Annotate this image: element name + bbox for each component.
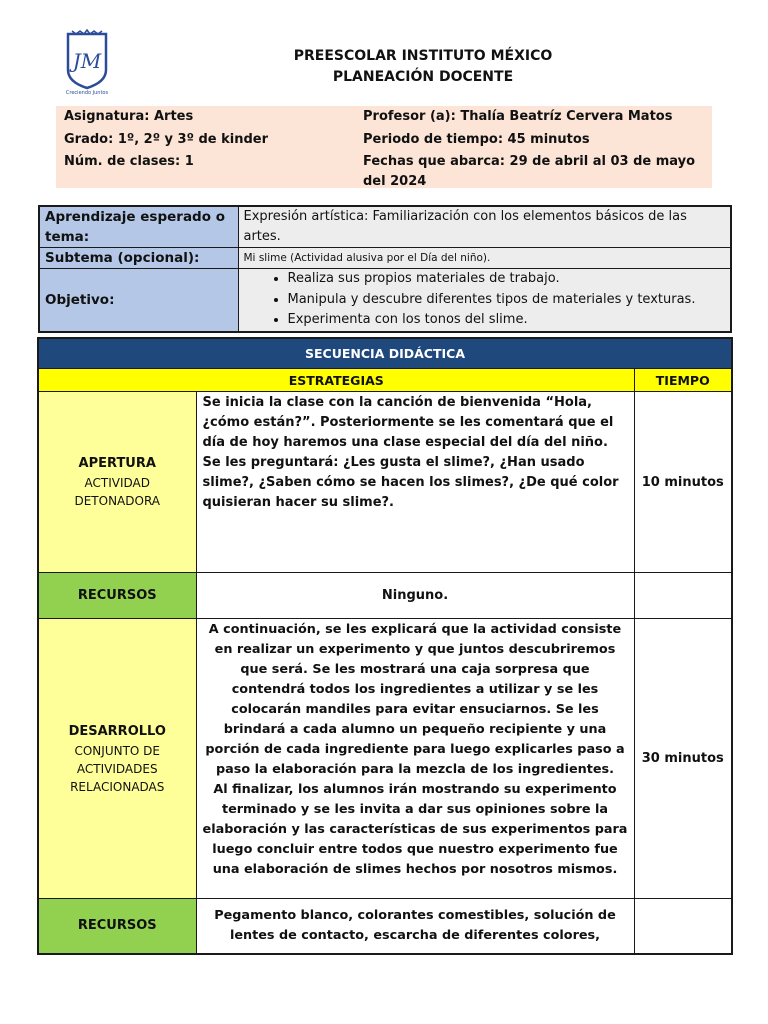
- objetivo-item: • Experimenta con los tonos del slime.: [288, 310, 726, 331]
- recursos-label-1: RECURSOS: [38, 573, 196, 619]
- desarrollo-text: [196, 619, 634, 899]
- secuencia-table: [37, 337, 733, 955]
- recursos-label-2: RECURSOS: [38, 899, 196, 954]
- apertura-subtitle: ACTIVIDAD DETONADORA: [74, 476, 161, 508]
- recursos-text-2: Pegamento blanco, colorantes comestibles, solución de lentes de contacto, escarcha de diferentes colores,: [196, 899, 634, 954]
- desarrollo-cell: [38, 619, 196, 899]
- objetivo-label: Objetivo:: [39, 269, 238, 332]
- apertura-title: APERTURA: [78, 456, 156, 471]
- tiempo-header: TIEMPO: [634, 369, 732, 392]
- page-title: [200, 46, 646, 88]
- school-name: PREESCOLAR INSTITUTO MÉXICO: [293, 48, 553, 64]
- profesor: Profesor (a): Thalía Beatríz Cervera Matos: [363, 109, 673, 124]
- info-box: [56, 106, 712, 188]
- objetivo-item: • Manipula y descubre diferentes tipos de materiales y texturas.: [288, 290, 726, 311]
- plan-table: [38, 205, 732, 333]
- num-clases: Núm. de clases: 1: [64, 154, 194, 169]
- secuencia-title: SECUENCIA DIDÁCTICA: [38, 338, 732, 369]
- aprendizaje-value: Expresión artística: Familiarización con los elementos básicos de las artes.: [238, 206, 731, 248]
- objetivo-item: • Realiza sus propios materiales de trabajo.: [288, 269, 726, 290]
- periodo: Periodo de tiempo: 45 minutos: [363, 132, 590, 147]
- apertura-time: 10 minutos: [634, 392, 732, 573]
- asignatura: Asignatura: Artes: [64, 109, 194, 124]
- school-logo: [62, 28, 112, 96]
- grado: Grado: 1º, 2º y 3º de kinder: [64, 132, 269, 147]
- recursos-time-1: [634, 573, 732, 619]
- recursos-time-2: [634, 899, 732, 954]
- recursos-text-1: Ninguno.: [196, 573, 634, 619]
- desarrollo-time: 30 minutos: [634, 619, 732, 899]
- logo-caption: Creciendo Juntos: [65, 90, 109, 96]
- desarrollo-paragraph-1: A continuación, se les explicará que la actividad consiste en realizar un experimento y que juntos descubriremos que será. Se les mostrará una caja sorpresa que contendrá todos los ingredientes a utilizar y se les colocarán mandiles para evitar ensuciarnos. Se les brindará a cada alumno un pequeño recipiente y una porción de cada ingrediente para luego explicarles paso a paso la elaboración para la mezcla de los ingredientes.: [205, 622, 625, 777]
- desarrollo-title: DESARROLLO: [68, 723, 166, 739]
- fechas: Fechas que abarca: 29 de abril al 03 de mayo del 2024: [363, 154, 696, 189]
- document-title: PLANEACIÓN DOCENTE: [332, 69, 514, 85]
- subtema-value: Mi slime (Actividad alusiva por el Día del niño).: [238, 248, 731, 269]
- aprendizaje-label: Aprendizaje esperado o tema:: [39, 206, 238, 248]
- subtema-label: Subtema (opcional):: [39, 248, 238, 269]
- objetivo-list: [238, 269, 731, 332]
- apertura-cell: [38, 392, 196, 573]
- apertura-text: Se inicia la clase con la canción de bienvenida “Hola, ¿cómo están?”. Posteriormente se les comentará que el día de hoy haremos una clase especial del día del niño. Se les preguntará: ¿Les gusta el slime?, ¿Han usado slime?, ¿Saben cómo se hacen los slimes?, ¿De qué color quisieran hacer su slime?.: [196, 392, 634, 573]
- estrategias-header: ESTRATEGIAS: [38, 369, 634, 392]
- desarrollo-subtitle: CONJUNTO DE ACTIVIDADES RELACIONADAS: [70, 743, 165, 794]
- desarrollo-paragraph-2: Al finalizar, los alumnos irán mostrando su experimento terminado y se les invita a dar sus opiniones sobre la elaboración y las características de sus experimentos para luego concluir entre todos que nuestro experimento fue una elaboración de slimes hechos por nosotros mismos.: [202, 782, 628, 877]
- logo-monogram: JM: [72, 49, 102, 73]
